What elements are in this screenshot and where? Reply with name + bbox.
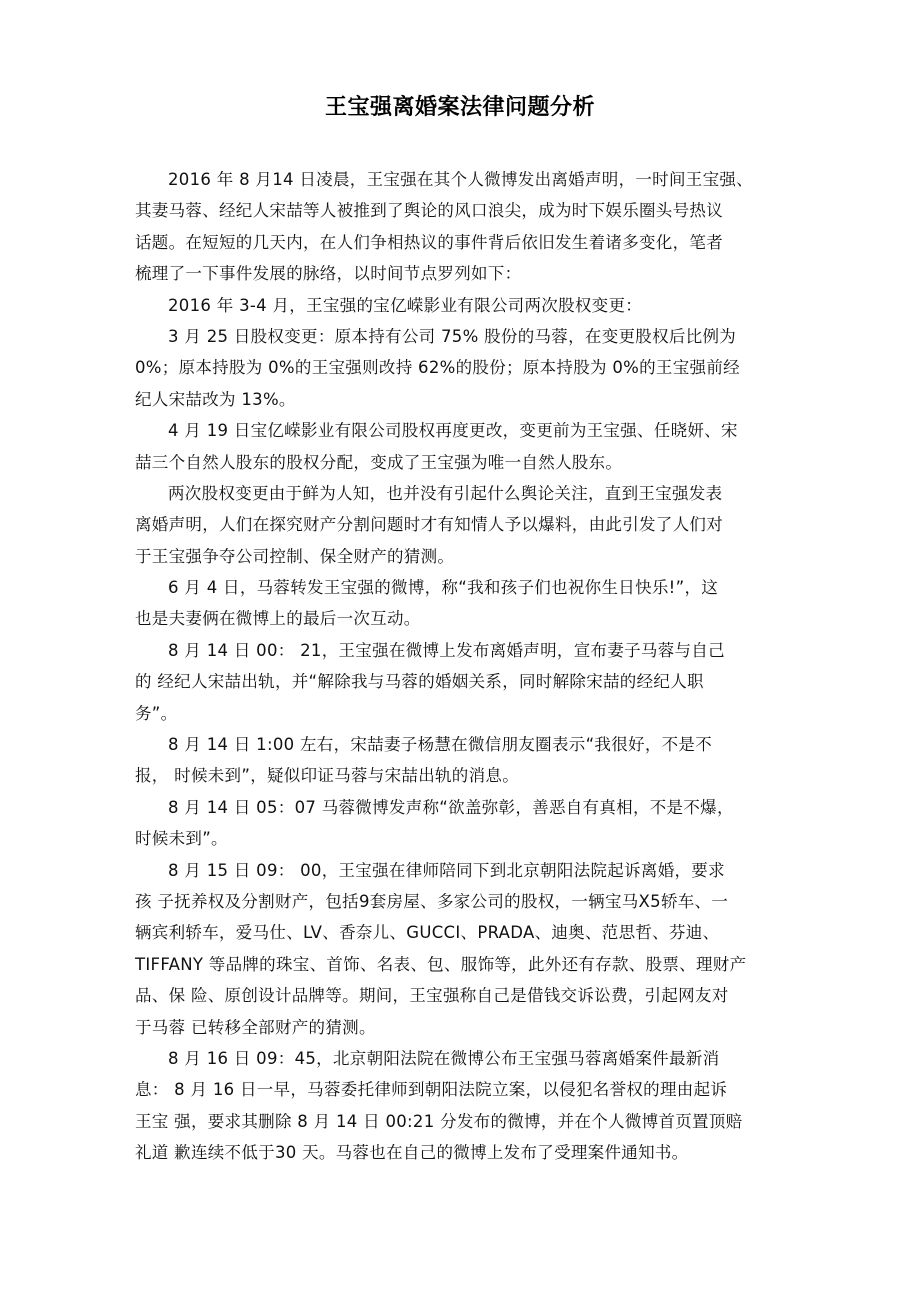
paragraph (135, 321, 805, 415)
text-line: 两次股权变更由于鲜为人知，也并没有引起什么舆论关注，直到王宝强发表 (168, 483, 723, 503)
paragraph (135, 415, 805, 478)
paragraph (135, 164, 805, 290)
text-line: 6 月 4 日，马蓉转发王宝强的微博，称“我和孩子们也祝你生日快乐!”，这 (168, 578, 719, 598)
text-line: 时候未到”。 (135, 829, 228, 849)
text-line: 的 经纪人宋喆出轨，并“解除我与马蓉的婚姻关系，同时解除宋喆的经纪人职 (135, 672, 704, 692)
document-body (135, 164, 805, 1169)
text-line: 0%；原本持股为 0%的王宝强则改持 62%的股份；原本持股为 0%的王宝强前经 (135, 358, 740, 378)
text-line: 3 月 25 日股权变更：原本持有公司 75% 股份的马蓉，在变更股权后比例为 (168, 326, 737, 346)
text-line: 喆三个自然人股东的股权分配，变成了王宝强为唯一自然人股东。 (135, 452, 623, 472)
text-line: 其妻马蓉、经纪人宋喆等人被推到了舆论的风口浪尖，成为时下娱乐圈头号热议 (135, 201, 723, 221)
text-line: 孩 子抚养权及分割财产，包括9套房屋、多家公司的股权，一辆宝马X5轿车、一 (135, 891, 729, 911)
text-line: 息： 8 月 16 日一早，马蓉委托律师到朝阳法院立案，以侵犯名誉权的理由起诉 (135, 1080, 728, 1100)
paragraph (135, 478, 805, 572)
text-line: 4 月 19 日宝亿嵘影业有限公司股权再度更改，变更前为王宝强、任晓妍、宋 (168, 421, 738, 441)
text-line: 梳理了一下事件发展的脉络，以时间节点罗列如下： (135, 264, 522, 284)
text-line: TIFFANY 等品牌的珠宝、首饰、名表、包、服饰等，此外还有存款、股票、理财产 (135, 954, 747, 974)
text-line: 报， 时候未到”，疑似印证马蓉与宋喆出轨的消息。 (135, 766, 519, 786)
text-line: 话题。在短短的几天内，在人们争相热议的事件背后依旧发生着诸多变化，笔者 (135, 232, 723, 252)
text-line: 王宝 强，要求其删除 8 月 14 日 00:21 分发布的微博，并在个人微博首页置顶赔 (135, 1111, 743, 1131)
text-line: 礼道 歉连续不低于30 天。马蓉也在自己的微博上发布了受理案件通知书。 (135, 1143, 689, 1163)
paragraph (135, 792, 805, 855)
paragraph (135, 635, 805, 729)
text-line: 8 月 16 日 09：45，北京朝阳法院在微博公布王宝强马蓉离婚案件最新消 (168, 1048, 720, 1068)
text-line: 8 月 15 日 09： 00，王宝强在律师陪同下到北京朝阳法院起诉离婚，要求 (168, 860, 725, 880)
text-line: 8 月 14 日 1:00 左右，宋喆妻子杨慧在微信朋友圈表示“我很好，不是不 (168, 735, 713, 755)
text-line: 离婚声明，人们在探究财产分割问题时才有知情人予以爆料，由此引发了人们对 (135, 515, 723, 535)
paragraph (135, 572, 805, 635)
text-line: 品、保 险、原创设计品牌等。期间，王宝强称自己是借钱交诉讼费，引起网友对 (135, 986, 729, 1006)
text-line: 8 月 14 日 05：07 马蓉微博发声称“欲盖弥彰，善恶自有真相，不是不爆， (168, 797, 734, 817)
text-line: 于马蓉 已转移全部财产的猜测。 (135, 1017, 376, 1037)
text-line: 纪人宋喆改为 13%。 (135, 389, 296, 409)
paragraph (135, 855, 805, 1043)
text-line: 8 月 14 日 00： 21，王宝强在微博上发布离婚声明，宣布妻子马蓉与自己 (168, 640, 725, 660)
text-line: 辆宾利轿车，爱马仕、LV、香奈儿、GUCCI、PRADA、迪奥、范思哲、芬迪、 (135, 923, 720, 943)
text-line: 2016 年 3-4 月，王宝强的宝亿嵘影业有限公司两次股权变更： (168, 295, 643, 315)
text-line: 2016 年 8 月14 日凌晨，王宝强在其个人微博发出离婚声明，一时间王宝强、 (168, 170, 753, 189)
paragraph (135, 729, 805, 792)
text-line: 务”。 (135, 703, 178, 723)
text-line: 也是夫妻俩在微博上的最后一次互动。 (135, 609, 421, 629)
paragraph (135, 1043, 805, 1169)
paragraph (135, 290, 805, 321)
text-line: 于王宝强争夺公司控制、保全财产的猜测。 (135, 546, 455, 566)
document-title: 王宝强离婚案法律问题分析 (324, 95, 595, 120)
